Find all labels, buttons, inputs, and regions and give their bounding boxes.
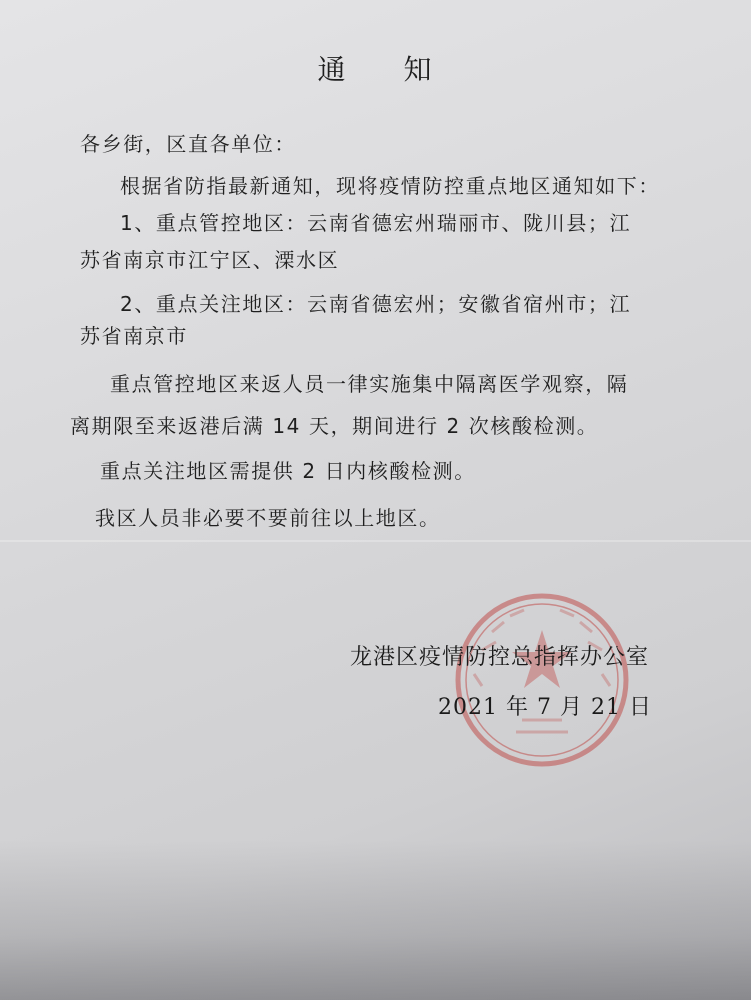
- intro-paragraph: 根据省防指最新通知，现将疫情防控重点地区通知如下：: [120, 174, 660, 198]
- measure-line-2: 离期限至来返港后满 14 天，期间进行 2 次核酸检测。: [70, 414, 599, 438]
- notice-title: [0, 48, 751, 88]
- advice-line: 我区人员非必要不要前往以上地区。: [95, 506, 441, 530]
- paper-shadow: [0, 840, 751, 1000]
- salutation: 各乡街，区直各单位：: [80, 132, 296, 156]
- title-char-1: 通: [317, 53, 348, 86]
- focus-area-line: 重点关注地区需提供 2 日内核酸检测。: [100, 459, 476, 483]
- item-1-line-1: 1、重点管控地区：云南省德宏州瑞丽市、陇川县；江: [120, 211, 632, 235]
- item-1-line-2: 苏省南京市江宁区、溧水区: [80, 248, 340, 272]
- item-2-line-1: 2、重点关注地区：云南省德宏州；安徽省宿州市；江: [120, 292, 632, 316]
- issuer-signature: 龙港区疫情防控总指挥办公室: [350, 645, 650, 670]
- measure-line-1: 重点管控地区来返人员一律实施集中隔离医学观察，隔: [110, 372, 629, 396]
- paper-crease: [0, 540, 751, 542]
- title-char-2: 知: [403, 53, 434, 86]
- official-seal-icon: [452, 590, 632, 770]
- issue-date: 2021 年 7 月 21 日: [438, 695, 652, 720]
- item-2-line-2: 苏省南京市: [80, 324, 188, 348]
